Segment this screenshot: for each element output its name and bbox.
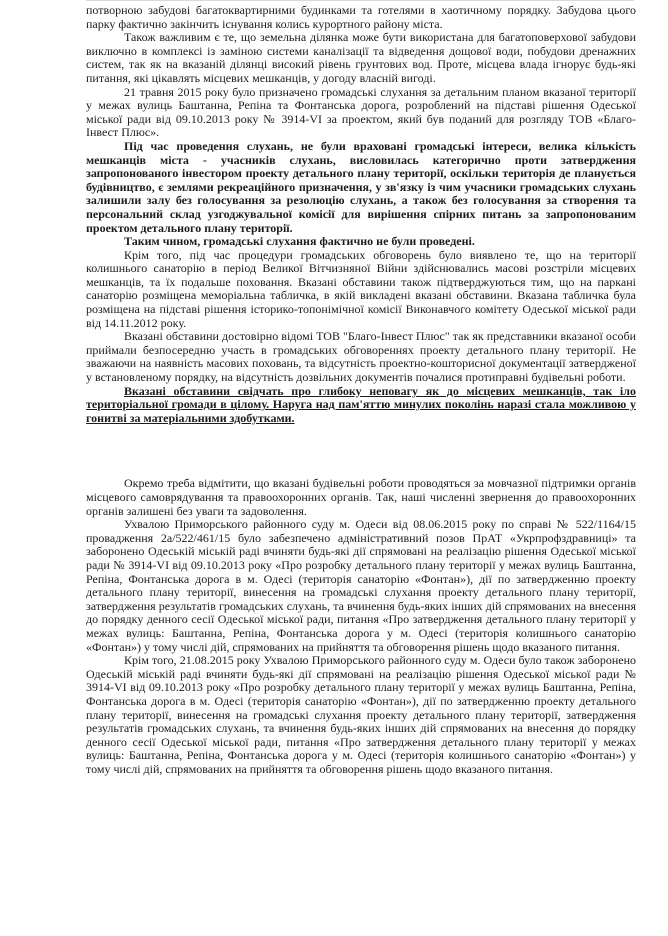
paragraph-authorities-support: Окремо треба відмітити, що вказані будівельні роботи проводяться за мовчазної підтримки органів місцевого самоврядування та правоохоронних органів. Так, наші численні звернення до правоохоронних органів залишені без уваги та задоволення. bbox=[86, 476, 636, 518]
paragraph-land-use: Також важливим є те, що земельна ділянка може бути використана для багатоповерхової забудови виключно в комплексі із заміною системи каналізації та відведення дощової води, побудови дренажних систем, так як на вказаній ділянці високий рівень грунтових вод. Проте, місцева влада ігнорує будь-які питання, які цікавлять місцевих мешканців, у догоду власній вигоді. bbox=[86, 30, 636, 85]
top-border-line bbox=[86, 0, 634, 1]
paragraph-hearings-interests-ignored: Під час проведення слухань, не були враховані громадські інтереси, велика кількість мешканців міста - учасників слухань, висловилась категорично проти затвердження запропонованого інвестором проекту детального плану території, оскільки територія де планується будівництво, є землями рекреаційного призначення, у зв'язку із чим учасники громадських слухань залишили залу без голосування за резолюцію слухань, а також без голосування за створення та персональний склад узгоджувальної комісії для вирішення спірних питань за запропонованим проектом детального плану території. bbox=[86, 138, 636, 235]
paragraph-disrespect-conclusion: Вказані обставини свідчать про глибоку неповагу як до місцевих мешканців, так іло територіальної громади в цілому. Наруга над пам'яттю минулих поколінь наразі стала можливою у гонитві за матеріальними здобутками. bbox=[86, 383, 636, 425]
paragraph-development-chaos: потворною забудові багатоквартирними будинками та готелями в хаотичному порядку. Забудова цього парку фактично закінчить існування колись курортного району міста. bbox=[86, 3, 636, 31]
paragraph-mass-executions: Крім того, під час процедури громадських обговорень було виявлено те, що на території колишнього санаторію в період Великої Вітчизняної Війни здійснювались масові розстріли місцевих мешканців, та їх подальше поховання. Вказані обставини також підтверджуються тим, що на паркані санаторію розміщена меморіальна табличка, в якій викладені вказані обставини. Вказана табличка була розміщена на підставі рішення історико-топонімічної комісії Виконавчого комітету Одеської міської ради від 14.11.2012 року. bbox=[86, 247, 636, 330]
paragraph-court-ruling-june: Ухвалою Приморського районного суду м. Одеси від 08.06.2015 року по справі № 522/1164/15 провадження 2а/522/461/15 було забезпечено адміністративний позов ПрАТ «Укрпрофздравниці» та заборонено Одеській міській раді вчиняти будь-які дії спрямовані на реалізацію рішення Одеської міської ради № 3914-VI від 09.10.2013 року «Про розробку детального плану території у межах вулиць Баштанна, Репіна, Фонтанська дорога в м. Одесі (територія санаторію «Фонтан»), дії по затвердженню проекту детального плану території, винесення на громадські слухання проекту детального плану території, затвердження результатів громадських слухань, та вчинення будь-яких інших дій спрямованих на внесення до порядку денного сесії Одеської міської ради, питання «Про затвердження детального плану території у межах вулиць: Баштанна, Репіна, Фонтанська дорога у м. Одесі (територія колишнього санаторію «Фонтан») у тому числі дій, спрямованих на прийняття та обговорення рішень щодо вказаного питання. bbox=[86, 517, 636, 654]
paragraph-court-ruling-august: Крім того, 21.08.2015 року Ухвалою Приморського районного суду м. Одеси було також заборонено Одеській міській раді вчиняти будь-які дії спрямовані на реалізацію рішення Одеської міської ради № 3914-VI від 09.10.2013 року «Про розробку детального плану території у межах вулиць Баштанна, Репіна, Фонтанська дорога в м. Одесі (територія санаторію «Фонтан»), дії по затвердженню проекту детального плану території, винесення на громадські слухання проекту детального плану території, затвердження результатів громадських слухань, та вчинення будь-яких інших дій спрямованих на внесення до порядку денного сесії Одеської міської ради, питання «Про затвердження детального плану території у межах вулиць: Баштанна, Репіна, Фонтанська дорога у м. Одесі (територія колишнього санаторію «Фонтан») у тому числі дій, спрямованих на прийняття та обговорення рішень щодо вказаного питання. bbox=[86, 653, 636, 776]
paragraph-public-hearings-date: 21 травня 2015 року було призначено громадські слухання за детальним планом вказаної території у межах вулиць Баштанна, Репіна та Фонтанська дорога, розроблений на підставі рішення Одеської міської ради від 09.10.2013 року № 3914-VI за проектом, який був поданий для розгляду ТОВ «Благо-Інвест Плюс». bbox=[86, 84, 636, 140]
paragraph-developer-aware: Вказані обставини достовірно відомі ТОВ "Благо-Інвест Плюс" так як представники вказаної особи приймали безпосередню участь в громадських обговореннях проекту детального плану території. Не зважаючи на наявність масових поховань, та відсутність проектно-кошторисної документації затвердженої у встановленому порядку, на відсутність дозвільних документів почалися протиправні будівельні роботи. bbox=[86, 329, 636, 385]
paragraph-hearings-not-held: Таким чином, громадські слухання фактично не були проведені. bbox=[124, 234, 475, 249]
